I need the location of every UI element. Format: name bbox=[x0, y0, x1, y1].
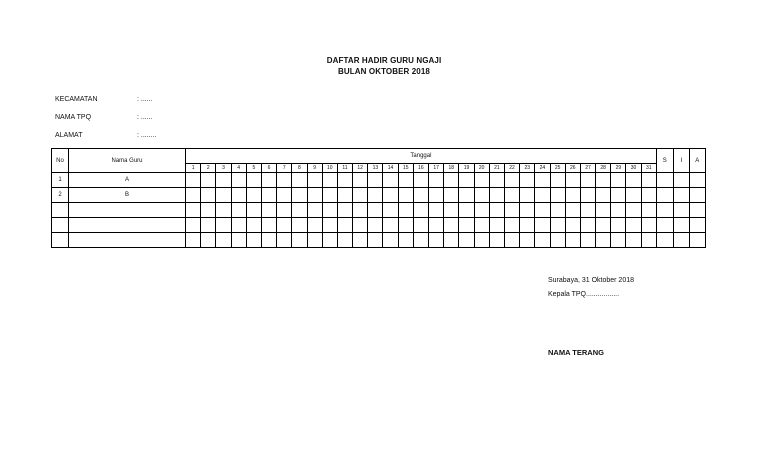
day-header-cell: 20 bbox=[474, 164, 489, 173]
attendance-cell[interactable] bbox=[429, 233, 444, 248]
attendance-cell[interactable] bbox=[444, 173, 459, 188]
attendance-cell[interactable] bbox=[673, 233, 689, 248]
attendance-cell[interactable] bbox=[641, 173, 656, 188]
attendance-cell[interactable] bbox=[550, 173, 565, 188]
table-row bbox=[52, 173, 706, 188]
attendance-cell[interactable] bbox=[656, 203, 673, 218]
attendance-cell[interactable] bbox=[186, 173, 201, 188]
attendance-cell[interactable] bbox=[201, 218, 216, 233]
row-name: A bbox=[69, 173, 186, 188]
signature-place-date: Surabaya, 31 Oktober 2018 bbox=[548, 277, 635, 284]
day-header-cell: 6 bbox=[261, 164, 276, 173]
attendance-cell[interactable] bbox=[611, 233, 626, 248]
attendance-cell[interactable] bbox=[261, 203, 276, 218]
info-nama-tpq bbox=[55, 114, 153, 121]
attendance-cell[interactable] bbox=[444, 218, 459, 233]
attendance-cell[interactable] bbox=[261, 188, 276, 203]
attendance-cell[interactable] bbox=[337, 173, 352, 188]
attendance-cell[interactable] bbox=[504, 188, 519, 203]
signature-position: Kepala TPQ................. bbox=[548, 291, 620, 298]
attendance-cell[interactable] bbox=[580, 173, 595, 188]
attendance-cell[interactable] bbox=[520, 188, 535, 203]
attendance-cell[interactable] bbox=[186, 233, 201, 248]
row-no: 2 bbox=[52, 188, 69, 203]
attendance-cell[interactable] bbox=[277, 233, 292, 248]
attendance-cell[interactable] bbox=[535, 188, 550, 203]
row-name bbox=[69, 233, 186, 248]
row-no: 1 bbox=[52, 173, 69, 188]
attendance-cell[interactable] bbox=[520, 203, 535, 218]
attendance-cell[interactable] bbox=[201, 233, 216, 248]
attendance-table bbox=[51, 148, 706, 248]
attendance-cell[interactable] bbox=[413, 203, 428, 218]
attendance-cell[interactable] bbox=[504, 218, 519, 233]
attendance-cell[interactable] bbox=[429, 203, 444, 218]
day-header-cell: 24 bbox=[535, 164, 550, 173]
attendance-cell[interactable] bbox=[292, 188, 307, 203]
day-header-cell: 26 bbox=[565, 164, 580, 173]
attendance-cell[interactable] bbox=[641, 233, 656, 248]
attendance-cell[interactable] bbox=[383, 173, 398, 188]
attendance-cell[interactable] bbox=[322, 203, 337, 218]
day-header-cell: 18 bbox=[444, 164, 459, 173]
attendance-cell[interactable] bbox=[277, 218, 292, 233]
info-label: NAMA TPQ bbox=[55, 114, 92, 121]
attendance-cell[interactable] bbox=[292, 218, 307, 233]
attendance-cell[interactable] bbox=[246, 218, 261, 233]
header-no: No bbox=[52, 149, 69, 173]
day-header-cell: 2 bbox=[201, 164, 216, 173]
attendance-cell[interactable] bbox=[626, 173, 641, 188]
attendance-cell[interactable] bbox=[550, 203, 565, 218]
info-value: : ........ bbox=[137, 132, 157, 139]
info-kecamatan bbox=[55, 96, 153, 103]
attendance-cell[interactable] bbox=[322, 173, 337, 188]
attendance-cell[interactable] bbox=[246, 173, 261, 188]
attendance-cell[interactable] bbox=[550, 188, 565, 203]
attendance-cell[interactable] bbox=[489, 173, 504, 188]
attendance-cell[interactable] bbox=[261, 218, 276, 233]
attendance-cell[interactable] bbox=[596, 218, 611, 233]
attendance-cell[interactable] bbox=[535, 233, 550, 248]
attendance-cell[interactable] bbox=[459, 233, 474, 248]
day-header-cell: 5 bbox=[246, 164, 261, 173]
attendance-cell[interactable] bbox=[307, 173, 322, 188]
attendance-cell[interactable] bbox=[641, 203, 656, 218]
attendance-cell[interactable] bbox=[626, 218, 641, 233]
attendance-cell[interactable] bbox=[216, 233, 231, 248]
day-header-cell: 16 bbox=[413, 164, 428, 173]
attendance-cell[interactable] bbox=[596, 173, 611, 188]
attendance-cell[interactable] bbox=[216, 188, 231, 203]
attendance-cell[interactable] bbox=[611, 188, 626, 203]
attendance-cell[interactable] bbox=[383, 188, 398, 203]
attendance-cell[interactable] bbox=[383, 203, 398, 218]
attendance-cell[interactable] bbox=[246, 233, 261, 248]
attendance-cell[interactable] bbox=[444, 203, 459, 218]
attendance-cell[interactable] bbox=[186, 188, 201, 203]
attendance-cell[interactable] bbox=[261, 173, 276, 188]
attendance-cell[interactable] bbox=[504, 233, 519, 248]
attendance-cell[interactable] bbox=[489, 203, 504, 218]
row-name: B bbox=[69, 188, 186, 203]
table-row bbox=[52, 233, 706, 248]
attendance-cell[interactable] bbox=[413, 233, 428, 248]
attendance-cell[interactable] bbox=[673, 188, 689, 203]
attendance-cell[interactable] bbox=[520, 233, 535, 248]
attendance-cell[interactable] bbox=[689, 188, 705, 203]
attendance-cell[interactable] bbox=[322, 218, 337, 233]
attendance-cell[interactable] bbox=[689, 173, 705, 188]
attendance-cell[interactable] bbox=[337, 233, 352, 248]
attendance-cell[interactable] bbox=[398, 218, 413, 233]
attendance-cell[interactable] bbox=[307, 218, 322, 233]
attendance-cell[interactable] bbox=[580, 188, 595, 203]
attendance-cell[interactable] bbox=[368, 173, 383, 188]
attendance-cell[interactable] bbox=[413, 218, 428, 233]
attendance-cell[interactable] bbox=[520, 173, 535, 188]
attendance-cell[interactable] bbox=[626, 188, 641, 203]
attendance-cell[interactable] bbox=[535, 218, 550, 233]
attendance-cell[interactable] bbox=[689, 203, 705, 218]
attendance-cell[interactable] bbox=[641, 188, 656, 203]
info-value: : ...... bbox=[137, 96, 153, 103]
attendance-cell[interactable] bbox=[201, 188, 216, 203]
attendance-cell[interactable] bbox=[216, 218, 231, 233]
attendance-cell[interactable] bbox=[689, 233, 705, 248]
attendance-cell[interactable] bbox=[322, 233, 337, 248]
day-header-cell: 17 bbox=[429, 164, 444, 173]
day-header-cell: 13 bbox=[368, 164, 383, 173]
day-header-cell: 30 bbox=[626, 164, 641, 173]
attendance-cell[interactable] bbox=[398, 188, 413, 203]
day-header-cell: 15 bbox=[398, 164, 413, 173]
attendance-cell[interactable] bbox=[565, 218, 580, 233]
info-label: KECAMATAN bbox=[55, 96, 98, 103]
attendance-cell[interactable] bbox=[292, 233, 307, 248]
attendance-cell[interactable] bbox=[444, 233, 459, 248]
attendance-cell[interactable] bbox=[596, 203, 611, 218]
attendance-cell[interactable] bbox=[261, 233, 276, 248]
row-name bbox=[69, 203, 186, 218]
attendance-cell[interactable] bbox=[231, 233, 246, 248]
attendance-cell[interactable] bbox=[444, 188, 459, 203]
day-header-cell: 19 bbox=[459, 164, 474, 173]
attendance-cell[interactable] bbox=[353, 173, 368, 188]
day-header-cell: 14 bbox=[383, 164, 398, 173]
attendance-cell[interactable] bbox=[611, 173, 626, 188]
day-header-cell: 3 bbox=[216, 164, 231, 173]
info-alamat bbox=[55, 132, 156, 139]
day-header-cell: 10 bbox=[322, 164, 337, 173]
attendance-cell[interactable] bbox=[626, 203, 641, 218]
attendance-cell[interactable] bbox=[231, 188, 246, 203]
header-s: S bbox=[656, 149, 673, 173]
attendance-cell[interactable] bbox=[429, 173, 444, 188]
attendance-cell[interactable] bbox=[656, 233, 673, 248]
day-header-cell: 23 bbox=[520, 164, 535, 173]
attendance-cell[interactable] bbox=[216, 203, 231, 218]
attendance-cell[interactable] bbox=[307, 188, 322, 203]
attendance-cell[interactable] bbox=[186, 203, 201, 218]
attendance-cell[interactable] bbox=[489, 218, 504, 233]
attendance-cell[interactable] bbox=[413, 188, 428, 203]
day-header-cell: 28 bbox=[596, 164, 611, 173]
attendance-cell[interactable] bbox=[231, 203, 246, 218]
attendance-cell[interactable] bbox=[368, 188, 383, 203]
attendance-cell[interactable] bbox=[368, 233, 383, 248]
attendance-cell[interactable] bbox=[504, 203, 519, 218]
attendance-cell[interactable] bbox=[459, 173, 474, 188]
attendance-cell[interactable] bbox=[292, 203, 307, 218]
table-row bbox=[52, 188, 706, 203]
day-header-cell: 31 bbox=[641, 164, 656, 173]
attendance-cell[interactable] bbox=[565, 203, 580, 218]
attendance-cell[interactable] bbox=[307, 203, 322, 218]
attendance-cell[interactable] bbox=[353, 233, 368, 248]
attendance-cell[interactable] bbox=[353, 218, 368, 233]
attendance-cell[interactable] bbox=[474, 188, 489, 203]
attendance-cell[interactable] bbox=[231, 173, 246, 188]
info-value: : ...... bbox=[137, 114, 153, 121]
header-nama-guru: Nama Guru bbox=[69, 149, 186, 173]
row-no bbox=[52, 233, 69, 248]
attendance-cell[interactable] bbox=[489, 188, 504, 203]
attendance-cell[interactable] bbox=[474, 173, 489, 188]
row-no bbox=[52, 203, 69, 218]
attendance-cell[interactable] bbox=[186, 218, 201, 233]
attendance-cell[interactable] bbox=[565, 188, 580, 203]
attendance-cell[interactable] bbox=[626, 233, 641, 248]
header-i: I bbox=[673, 149, 689, 173]
attendance-cell[interactable] bbox=[535, 173, 550, 188]
attendance-cell[interactable] bbox=[201, 173, 216, 188]
attendance-cell[interactable] bbox=[246, 188, 261, 203]
document-subtitle: BULAN OKTOBER 2018 bbox=[338, 67, 430, 76]
attendance-cell[interactable] bbox=[641, 218, 656, 233]
attendance-cell[interactable] bbox=[580, 203, 595, 218]
document-title: DAFTAR HADIR GURU NGAJI bbox=[326, 56, 442, 65]
attendance-cell[interactable] bbox=[429, 188, 444, 203]
row-name bbox=[69, 218, 186, 233]
day-header-cell: 4 bbox=[231, 164, 246, 173]
attendance-cell[interactable] bbox=[459, 218, 474, 233]
attendance-cell[interactable] bbox=[580, 218, 595, 233]
attendance-cell[interactable] bbox=[398, 203, 413, 218]
row-no bbox=[52, 218, 69, 233]
attendance-cell[interactable] bbox=[656, 188, 673, 203]
day-header-cell: 8 bbox=[292, 164, 307, 173]
attendance-cell[interactable] bbox=[322, 188, 337, 203]
attendance-cell[interactable] bbox=[398, 233, 413, 248]
attendance-cell[interactable] bbox=[673, 218, 689, 233]
day-header-cell: 27 bbox=[580, 164, 595, 173]
attendance-cell[interactable] bbox=[489, 233, 504, 248]
attendance-cell[interactable] bbox=[565, 173, 580, 188]
attendance-cell[interactable] bbox=[535, 203, 550, 218]
table-row bbox=[52, 218, 706, 233]
attendance-cell[interactable] bbox=[231, 218, 246, 233]
header-tanggal: Tanggal bbox=[186, 149, 657, 164]
day-header-cell: 22 bbox=[504, 164, 519, 173]
info-label: ALAMAT bbox=[55, 132, 83, 139]
attendance-cell[interactable] bbox=[292, 173, 307, 188]
attendance-cell[interactable] bbox=[656, 218, 673, 233]
attendance-cell[interactable] bbox=[307, 233, 322, 248]
attendance-cell[interactable] bbox=[429, 218, 444, 233]
attendance-cell[interactable] bbox=[353, 188, 368, 203]
attendance-cell[interactable] bbox=[565, 233, 580, 248]
attendance-cell[interactable] bbox=[596, 188, 611, 203]
attendance-cell[interactable] bbox=[611, 218, 626, 233]
day-header-cell: 21 bbox=[489, 164, 504, 173]
attendance-cell[interactable] bbox=[550, 233, 565, 248]
attendance-cell[interactable] bbox=[459, 203, 474, 218]
attendance-cell[interactable] bbox=[520, 218, 535, 233]
attendance-cell[interactable] bbox=[246, 203, 261, 218]
attendance-cell[interactable] bbox=[277, 173, 292, 188]
attendance-cell[interactable] bbox=[216, 173, 231, 188]
attendance-cell[interactable] bbox=[611, 203, 626, 218]
day-header-cell: 25 bbox=[550, 164, 565, 173]
day-header-cell: 12 bbox=[353, 164, 368, 173]
attendance-cell[interactable] bbox=[277, 203, 292, 218]
attendance-cell[interactable] bbox=[398, 173, 413, 188]
attendance-cell[interactable] bbox=[673, 203, 689, 218]
day-header-cell: 1 bbox=[186, 164, 201, 173]
attendance-cell[interactable] bbox=[474, 233, 489, 248]
day-header-cell: 11 bbox=[337, 164, 352, 173]
table-row bbox=[52, 203, 706, 218]
attendance-cell[interactable] bbox=[383, 233, 398, 248]
attendance-cell[interactable] bbox=[474, 218, 489, 233]
attendance-cell[interactable] bbox=[689, 218, 705, 233]
attendance-cell[interactable] bbox=[201, 203, 216, 218]
header-a: A bbox=[689, 149, 705, 173]
attendance-cell[interactable] bbox=[504, 173, 519, 188]
attendance-cell[interactable] bbox=[580, 233, 595, 248]
attendance-cell[interactable] bbox=[673, 173, 689, 188]
attendance-cell[interactable] bbox=[413, 173, 428, 188]
attendance-cell[interactable] bbox=[353, 203, 368, 218]
attendance-cell[interactable] bbox=[277, 188, 292, 203]
signature-name: NAMA TERANG bbox=[548, 348, 604, 357]
day-header-cell: 29 bbox=[611, 164, 626, 173]
attendance-cell[interactable] bbox=[337, 218, 352, 233]
day-header-cell: 9 bbox=[307, 164, 322, 173]
attendance-cell[interactable] bbox=[474, 203, 489, 218]
attendance-cell[interactable] bbox=[368, 203, 383, 218]
attendance-cell[interactable] bbox=[368, 218, 383, 233]
attendance-cell[interactable] bbox=[459, 188, 474, 203]
attendance-cell[interactable] bbox=[337, 188, 352, 203]
attendance-cell[interactable] bbox=[337, 203, 352, 218]
attendance-cell[interactable] bbox=[656, 173, 673, 188]
attendance-cell[interactable] bbox=[596, 233, 611, 248]
attendance-cell[interactable] bbox=[550, 218, 565, 233]
attendance-cell[interactable] bbox=[383, 218, 398, 233]
day-header-cell: 7 bbox=[277, 164, 292, 173]
